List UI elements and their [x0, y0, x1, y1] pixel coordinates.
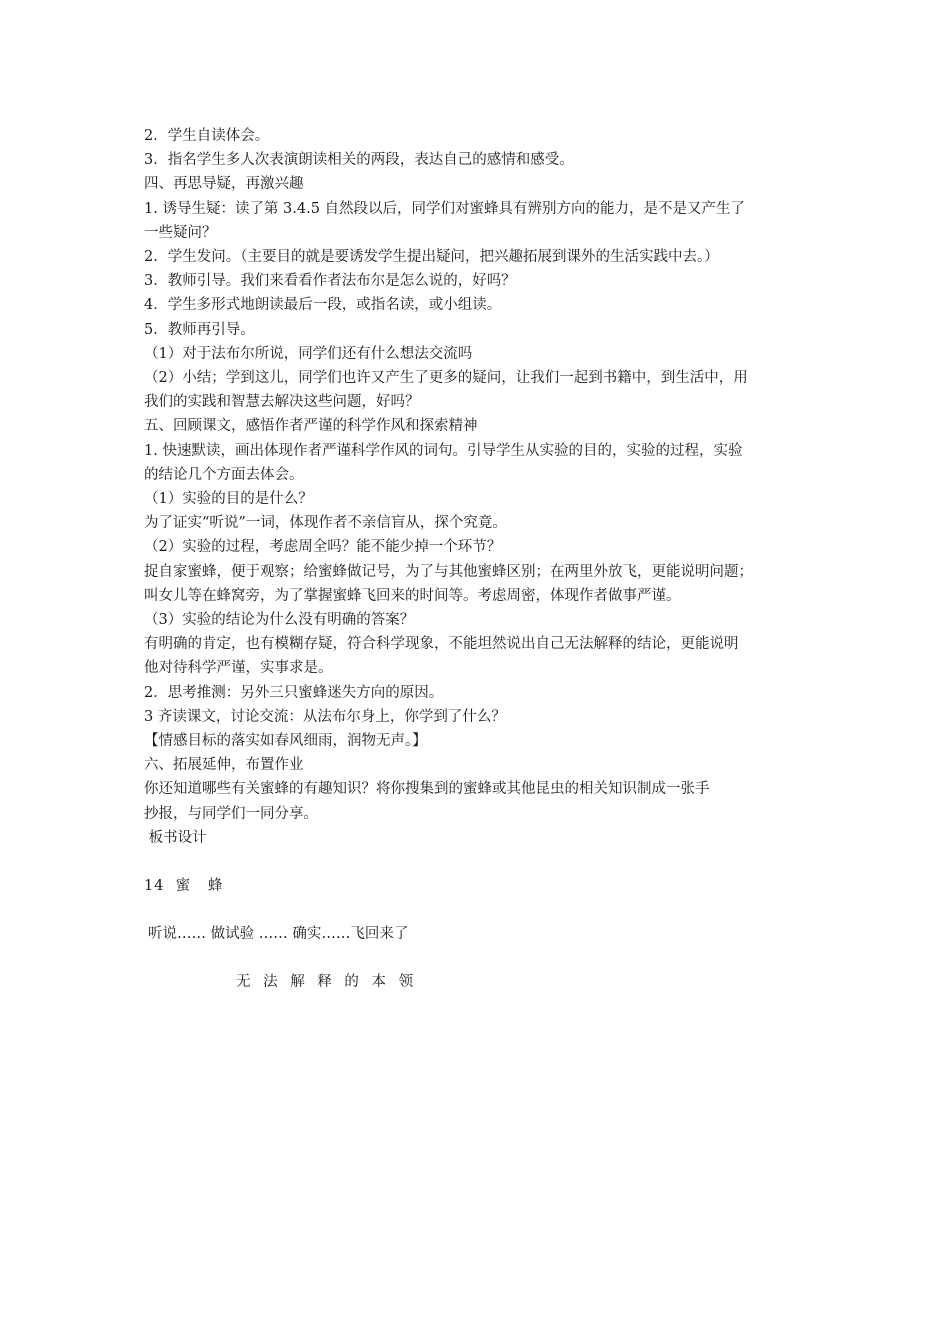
text-line: 2．学生发问。（主要目的就是要诱发学生提出疑问，把兴趣拓展到课外的生活实践中去。）	[144, 249, 719, 266]
text-line: 3．指名学生多人次表演朗读相关的两段，表达自己的感情和感受。	[144, 152, 574, 169]
text-line: 捉自家蜜蜂，便于观察；给蜜蜂做记号，为了与其他蜜蜂区别；在两里外放飞，更能说明问题；	[144, 563, 753, 580]
board-heading: 板书设计	[144, 829, 207, 846]
section-heading: 四、再思导疑，再激兴趣	[144, 176, 304, 193]
text-line: 【情感目标的落实如春风细雨，润物无声。】	[144, 733, 427, 750]
text-line: 2．思考推测：另外三只蜜蜂迷失方向的原因。	[144, 684, 444, 701]
text-line: （2）实验的过程，考虑周全吗？能不能少掉一个环节？	[144, 539, 502, 556]
section-heading: 五、回顾课文，感悟作者严谨的科学作风和探索精神	[144, 418, 478, 435]
text-line: 3．教师引导。我们来看看作者法布尔是怎么说的，好吗？	[144, 273, 516, 290]
text-line: （3）实验的结论为什么没有明确的答案？	[144, 612, 415, 629]
text-line: 有明确的肯定，也有模糊存疑，符合科学现象，不能坦然说出自己无法解释的结论，更能说明	[144, 636, 739, 653]
text-line: （2）小结；学到这儿，同学们也许又产生了更多的疑问，让我们一起到书籍中，到生活中，用	[144, 370, 748, 387]
board-flow: 听说…… 做试验 …… 确实……飞回来了	[148, 926, 409, 943]
text-line: 为了证实“听说”一词，体现作者不亲信盲从，探个究竟。	[144, 515, 507, 532]
text-line: （1）实验的目的是什么？	[144, 491, 313, 508]
text-line: 4．学生多形式地朗读最后一段，或指名读，或小组读。	[144, 297, 502, 314]
section-heading: 六、拓展延伸，布置作业	[144, 757, 304, 774]
text-line: 1. 快速默读，画出体现作者严谨科学作风的词句。引导学生从实验的目的，实验的过程，实验	[144, 442, 743, 459]
document-body	[144, 124, 808, 994]
text-line: 3 齐读课文，讨论交流：从法布尔身上，你学到了什么？	[144, 708, 506, 725]
text-line: 一些疑问？	[144, 224, 217, 241]
text-line: 他对待科学严谨，实事求是。	[144, 660, 333, 677]
text-line: 5．教师再引导。	[144, 321, 255, 338]
text-line: 叫女儿等在蜂窝旁，为了掌握蜜蜂飞回来的时间等。考虑周密，体现作者做事严谨。	[144, 587, 681, 604]
text-line: 你还知道哪些有关蜜蜂的有趣知识？将你搜集到的蜜蜂或其他昆虫的相关知识制成一张手	[144, 781, 710, 798]
board-title: 14 蜜 蜂	[144, 878, 224, 895]
text-line: 1. 诱导生疑：读了第 3.4.5 自然段以后，同学们对蜜蜂具有辨别方向的能力，是不是又产生了	[144, 200, 746, 217]
text-line: 的结论几个方面去体会。	[144, 466, 304, 483]
text-line: 我们的实践和智慧去解决这些问题，好吗？	[144, 394, 420, 411]
text-line: 2．学生自读体会。	[144, 128, 270, 144]
text-line: （1）对于法布尔所说，同学们还有什么想法交流吗	[144, 345, 473, 362]
board-subtitle: 无 法 解 释 的 本 领	[236, 974, 418, 991]
text-line: 抄报，与同学们一同分享。	[144, 805, 318, 822]
